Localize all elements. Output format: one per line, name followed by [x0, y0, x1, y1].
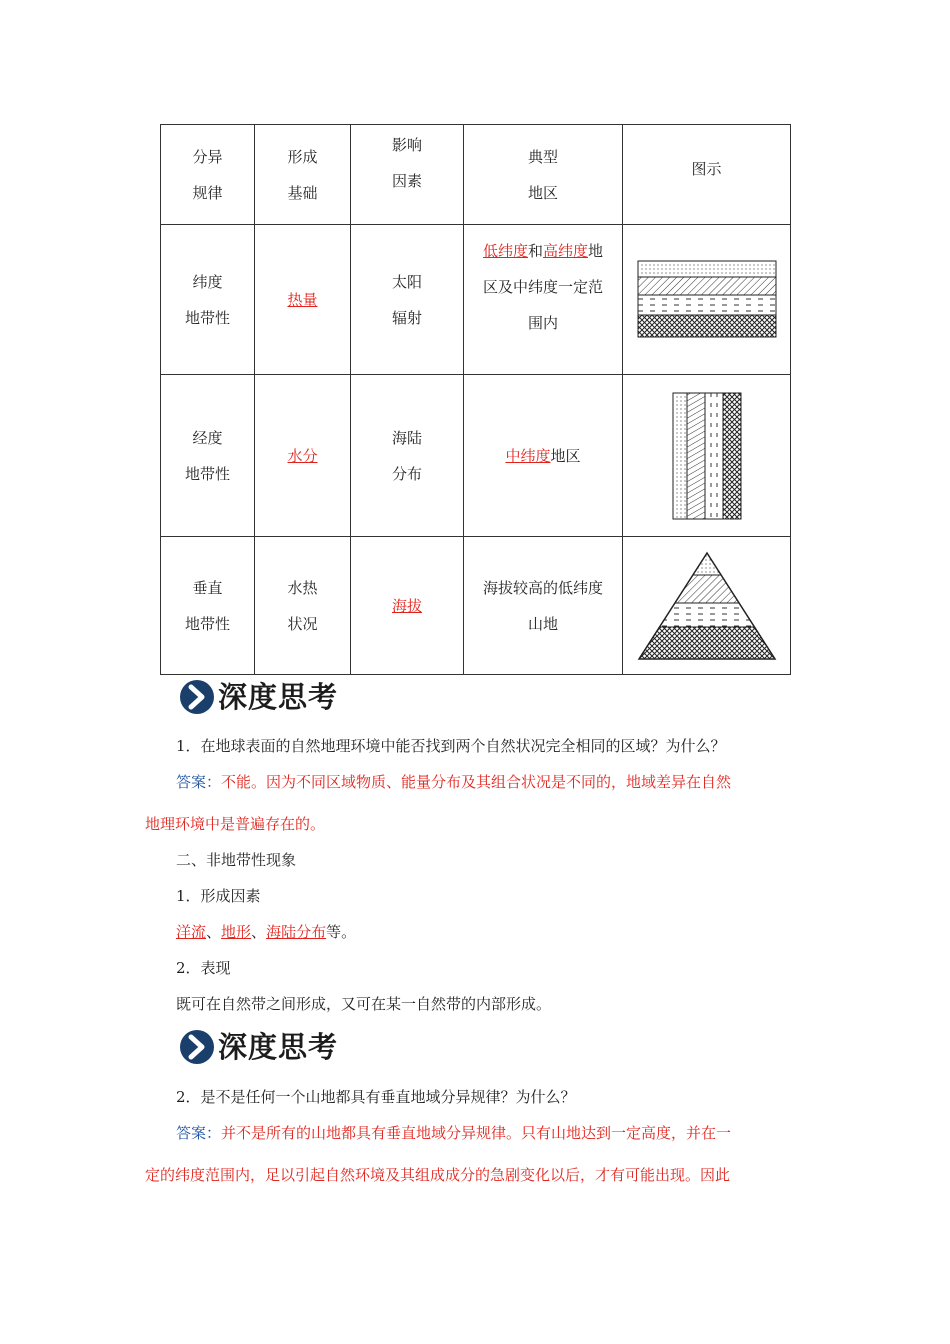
- header-law: 分异 规律: [161, 125, 255, 225]
- law-cell: 纬度 地带性: [161, 225, 255, 375]
- basis-cell: 水分: [255, 375, 351, 537]
- table-row: [161, 375, 791, 537]
- banner-title: 深度思考: [218, 680, 339, 714]
- question-2: 2．是不是任何一个山地都具有垂直地域分异规律？为什么？: [176, 1088, 576, 1106]
- law-cell: 垂直 地带性: [161, 537, 255, 675]
- region-cell: 中纬度地区: [464, 375, 623, 537]
- diagram-cell: [623, 537, 791, 675]
- factor-cell: 海陆 分布: [351, 375, 464, 537]
- chevron-right-icon: [180, 680, 214, 714]
- region-cell: 低纬度和高纬度地 区及中纬度一定范 围内: [464, 225, 623, 375]
- header-factor: 影响 因素: [351, 125, 464, 225]
- factor-cell: 太阳 辐射: [351, 225, 464, 375]
- latitudinal-bands-diagram: [637, 260, 777, 340]
- table-row: [161, 225, 791, 375]
- subheading-manifestation: 2．表现: [176, 959, 231, 977]
- section-heading: 二、非地带性现象: [176, 851, 297, 869]
- subheading-factors: 1．形成因素: [176, 887, 261, 905]
- deep-thinking-banner: [180, 1027, 350, 1067]
- question-1: 1．在地球表面的自然地理环境中能否找到两个自然状况完全相同的区域？为什么？: [176, 737, 726, 755]
- header-basis: 形成 基础: [255, 125, 351, 225]
- answer-1-line-2: 地理环境中是普遍存在的。: [145, 815, 326, 833]
- longitudinal-bands-diagram: [672, 392, 742, 520]
- diagram-cell: [623, 225, 791, 375]
- answer-2-line-2: 定的纬度范围内，足以引起自然环境及其组成成分的急剧变化以后，才有可能出现。因此: [145, 1166, 731, 1184]
- factor-cell: 海拔: [351, 537, 464, 675]
- diagram-cell: [623, 375, 791, 537]
- vertical-pyramid-diagram: [637, 551, 777, 661]
- region-cell: 海拔较高的低纬度 山地: [464, 537, 623, 675]
- answer-1-line-1: 答案：不能。因为不同区域物质、能量分布及其组合状况是不同的，地域差异在自然: [176, 773, 732, 791]
- table-header-row: [161, 125, 791, 225]
- chevron-right-icon: [180, 1030, 214, 1064]
- basis-cell: 热量: [255, 225, 351, 375]
- answer-2-line-1: 答案：并不是所有的山地都具有垂直地域分异规律。只有山地达到一定高度，并在一: [176, 1124, 732, 1142]
- header-region: 典型 地区: [464, 125, 623, 225]
- law-cell: 经度 地带性: [161, 375, 255, 537]
- manifestation-text: 既可在自然带之间形成，又可在某一自然带的内部形成。: [176, 995, 552, 1013]
- header-diagram: 图示: [623, 125, 791, 225]
- deep-thinking-banner: [180, 677, 350, 717]
- basis-cell: 水热 状况: [255, 537, 351, 675]
- zonation-table: [160, 124, 791, 675]
- banner-title: 深度思考: [218, 1030, 339, 1064]
- factors-line: 洋流、地形、海陆分布等。: [176, 923, 357, 941]
- table-row: [161, 537, 791, 675]
